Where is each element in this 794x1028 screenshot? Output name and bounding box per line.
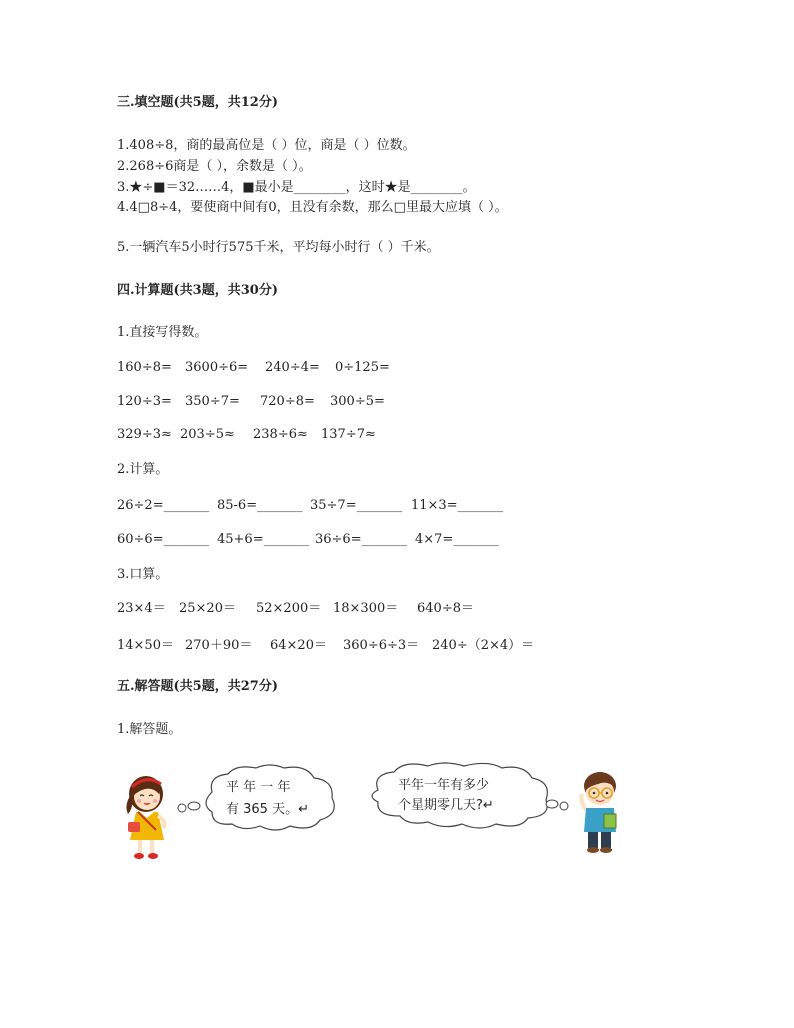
calc-item: 329÷3≈ bbox=[117, 427, 172, 442]
bubble-left-line2: 有 365 天。↵ bbox=[226, 802, 309, 817]
boy-illustration bbox=[578, 768, 628, 858]
calc-item: 45+6=_______ bbox=[217, 532, 310, 547]
calc-item: 270＋90＝ bbox=[185, 638, 253, 653]
sub-question-5-1: 1.解答题。 bbox=[117, 722, 182, 737]
question-3-5: 5.一辆汽车5小时行575千米，平均每小时行（ ）千米。 bbox=[117, 240, 440, 255]
section-3-title: 三.填空题(共5题，共12分) bbox=[117, 95, 278, 110]
calc-item: 4×7=_______ bbox=[415, 532, 499, 547]
section-5-title: 五.解答题(共5题，共27分) bbox=[117, 679, 278, 694]
bubble-right-line2: 个星期零几天?↵ bbox=[398, 798, 494, 813]
sub-question-4-2: 2.计算。 bbox=[117, 462, 169, 477]
calc-item: 11×3=_______ bbox=[411, 498, 504, 513]
calc-item: 14×50＝ bbox=[117, 638, 174, 653]
question-3-3: 3.★÷■＝32……4，■最小是________，这时★是________。 bbox=[117, 180, 476, 195]
calc-item: 640÷8＝ bbox=[417, 601, 474, 616]
bubble-left-line1: 平 年 一 年 bbox=[226, 780, 291, 795]
calc-item: 120÷3= bbox=[117, 394, 172, 409]
calc-item: 60÷6=_______ bbox=[117, 532, 210, 547]
calc-item: 64×20＝ bbox=[270, 638, 327, 653]
calc-item: 240÷4= bbox=[265, 360, 320, 375]
sub-question-4-3: 3.口算。 bbox=[117, 567, 169, 582]
calc-item: 160÷8= bbox=[117, 360, 172, 375]
question-3-1: 1.408÷8，商的最高位是（ ）位，商是（ ）位数。 bbox=[117, 138, 416, 153]
calc-item: 35÷7=_______ bbox=[310, 498, 403, 513]
calc-item: 3600÷6= bbox=[185, 360, 249, 375]
calc-item: 240÷（2×4）＝ bbox=[432, 638, 535, 653]
calc-item: 0÷125= bbox=[335, 360, 390, 375]
calc-item: 238÷6≈ bbox=[253, 427, 308, 442]
girl-illustration bbox=[122, 770, 174, 862]
calc-item: 720÷8= bbox=[260, 394, 315, 409]
sub-question-4-1: 1.直接写得数。 bbox=[117, 325, 208, 340]
calc-item: 203÷5≈ bbox=[180, 427, 235, 442]
calc-item: 18×300＝ bbox=[333, 601, 399, 616]
calc-item: 85-6=_______ bbox=[217, 498, 303, 513]
calc-item: 360÷6÷3＝ bbox=[343, 638, 420, 653]
calc-item: 137÷7≈ bbox=[321, 427, 376, 442]
bubble-right-line1: 平年一年有多少 bbox=[398, 778, 490, 793]
calc-item: 36÷6=_______ bbox=[315, 532, 408, 547]
calc-item: 26÷2=_______ bbox=[117, 498, 210, 513]
calc-item: 350÷7= bbox=[185, 394, 240, 409]
question-3-2: 2.268÷6商是（ ），余数是（ ）。 bbox=[117, 159, 312, 174]
section-4-title: 四.计算题(共3题，共30分) bbox=[117, 283, 278, 298]
calc-item: 300÷5= bbox=[330, 394, 385, 409]
calc-item: 23×4＝ bbox=[117, 601, 166, 616]
question-3-4: 4.4□8÷4，要使商中间有0，且没有余数，那么□里最大应填（ ）。 bbox=[117, 200, 508, 215]
calc-item: 52×200＝ bbox=[256, 601, 322, 616]
calc-item: 25×20＝ bbox=[179, 601, 236, 616]
